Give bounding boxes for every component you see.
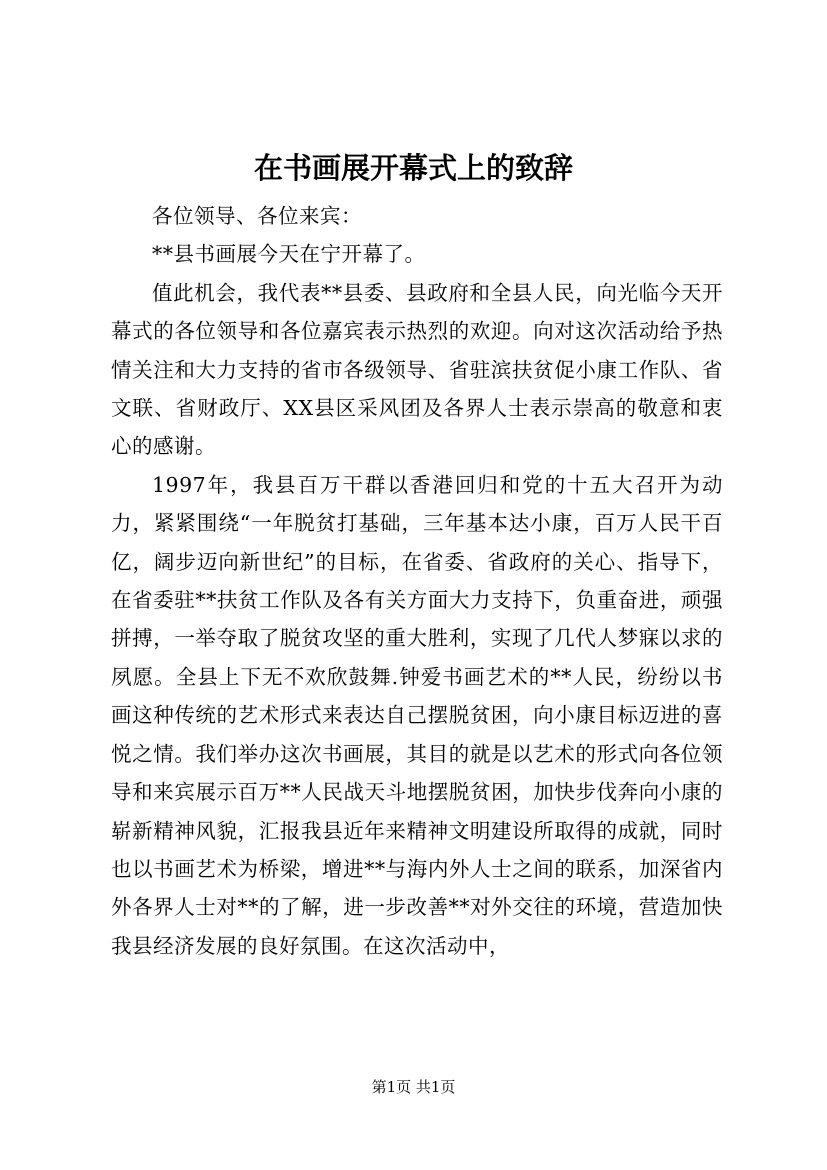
paragraph-welcome: 值此机会，我代表**县委、县政府和全县人民，向光临今天开幕式的各位领导和各位嘉宾表示热烈的欢迎。向对这次活动给予热情关注和大力支持的省市各级领导、省驻滨扶贫促小康工作队、省文联、省财政厅、XX县区采风团及各界人士表示崇高的敬意和衷心的感谢。: [111, 280, 723, 459]
document-title: 在书画展开幕式上的致辞: [253, 151, 573, 185]
paragraph-opening: **县书画展今天在宁开幕了。: [152, 242, 426, 267]
paragraph-achievements: 1997年，我县百万干群以香港回归和党的十五大召开为动力，紧紧围绕“一年脱贫打基础，三年基本达小康，百万人民干百亿，阔步迈向新世纪”的目标，在省委、省政府的关心、指导下，在省委驻**扶贫工作队及各有关方面大力支持下，负重奋进，顽强拼搏，一举夺取了脱贫攻坚的重大胜利，实现了几代人梦寐以求的夙愿。全县上下无不欢欣鼓舞.钟爱书画艺术的**人民，纷纷以书画这种传统的艺术形式来表达自己摆脱贫困，向小康目标迈进的喜悦之情。我们举办这次书画展，其目的就是以艺术的形式向各位领导和来宾展示百万**人民战天斗地摆脱贫困，加快步伐奔向小康的崭新精神风貌，汇报我县近年来精神文明建设所取得的成就，同时也以书画艺术为桥梁，增进**与海内外人士之间的联系，加深省内外各界人士对**的了解，进一步改善**对外交往的环境，营造加快我县经济发展的良好氛围。在这次活动中，: [111, 472, 723, 958]
page-footer: 第1页 共1页: [371, 1078, 456, 1096]
document-body: [111, 197, 723, 965]
paragraph-salutation: 各位领导、各位来宾：: [152, 204, 362, 228]
